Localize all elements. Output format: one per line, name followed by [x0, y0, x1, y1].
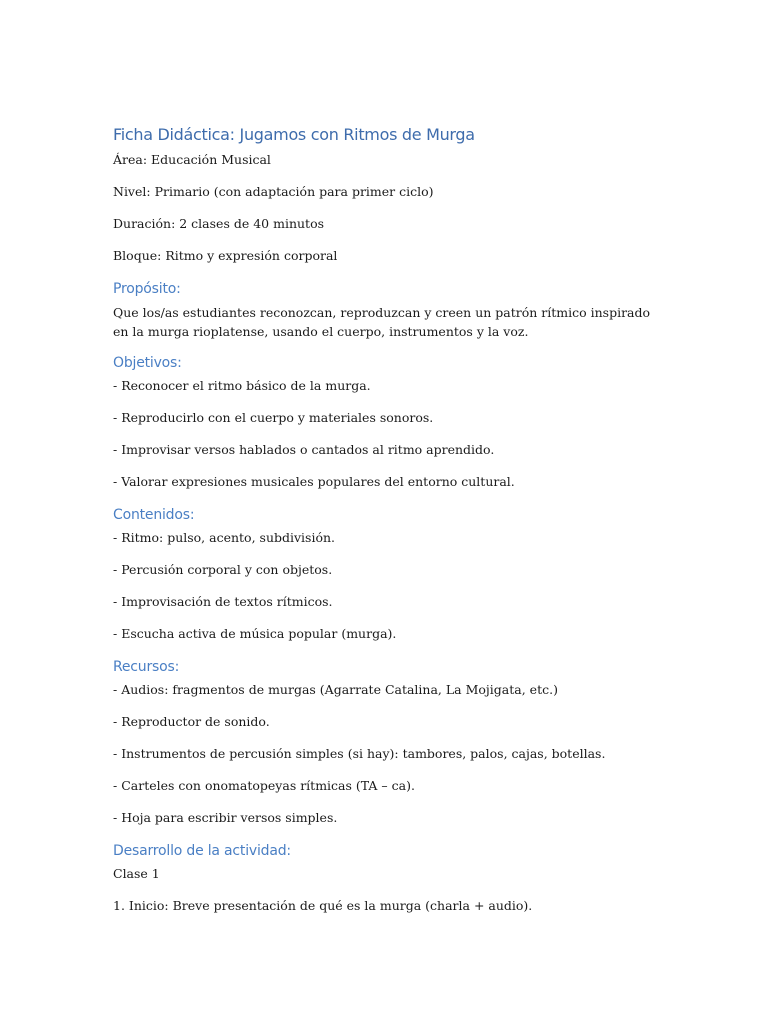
- document-title: Ficha Didáctica: Jugamos con Ritmos de Murga: [113, 125, 475, 144]
- list-item: - Percusión corporal y con objetos.: [113, 562, 333, 577]
- desarrollo-list: [113, 865, 658, 915]
- list-item: - Reproducirlo con el cuerpo y materiales sonoros.: [113, 410, 434, 425]
- meta-area: Área: Educación Musical: [113, 152, 271, 167]
- objetivos-list: [113, 377, 658, 491]
- list-item: - Instrumentos de percusión simples (si hay): tambores, palos, cajas, botellas.: [113, 746, 606, 761]
- list-item: - Hoja para escribir versos simples.: [113, 810, 338, 825]
- meta-nivel: Nivel: Primario (con adaptación para primer ciclo): [113, 184, 434, 199]
- proposito-heading: Propósito:: [113, 281, 181, 297]
- objetivos-heading: Objetivos:: [113, 355, 182, 371]
- recursos-heading: Recursos:: [113, 659, 180, 675]
- recursos-list: [113, 681, 658, 827]
- list-item: 1. Inicio: Breve presentación de qué es la murga (charla + audio).: [113, 898, 533, 913]
- list-item: - Valorar expresiones musicales populares del entorno cultural.: [113, 474, 515, 489]
- list-item: - Escucha activa de música popular (murga).: [113, 626, 397, 641]
- document-page: [113, 124, 658, 929]
- proposito-text: Que los/as estudiantes reconozcan, reproduzcan y creen un patrón rítmico inspirado en la murga rioplatense, usando el cuerpo, instrumentos y la voz.: [113, 305, 651, 339]
- list-item: - Ritmo: pulso, acento, subdivisión.: [113, 530, 336, 545]
- contenidos-list: [113, 529, 658, 643]
- list-item: - Carteles con onomatopeyas rítmicas (TA – ca).: [113, 778, 415, 793]
- list-item: - Reconocer el ritmo básico de la murga.: [113, 378, 371, 393]
- contenidos-heading: Contenidos:: [113, 507, 195, 523]
- meta-block: [113, 151, 658, 265]
- list-item: - Improvisación de textos rítmicos.: [113, 594, 333, 609]
- meta-bloque: Bloque: Ritmo y expresión corporal: [113, 248, 338, 263]
- list-item: - Reproductor de sonido.: [113, 714, 270, 729]
- list-item: Clase 1: [113, 866, 160, 881]
- list-item: - Audios: fragmentos de murgas (Agarrate Catalina, La Mojigata, etc.): [113, 682, 558, 697]
- desarrollo-heading: Desarrollo de la actividad:: [113, 843, 291, 859]
- meta-duracion: Duración: 2 clases de 40 minutos: [113, 216, 325, 231]
- list-item: - Improvisar versos hablados o cantados al ritmo aprendido.: [113, 442, 495, 457]
